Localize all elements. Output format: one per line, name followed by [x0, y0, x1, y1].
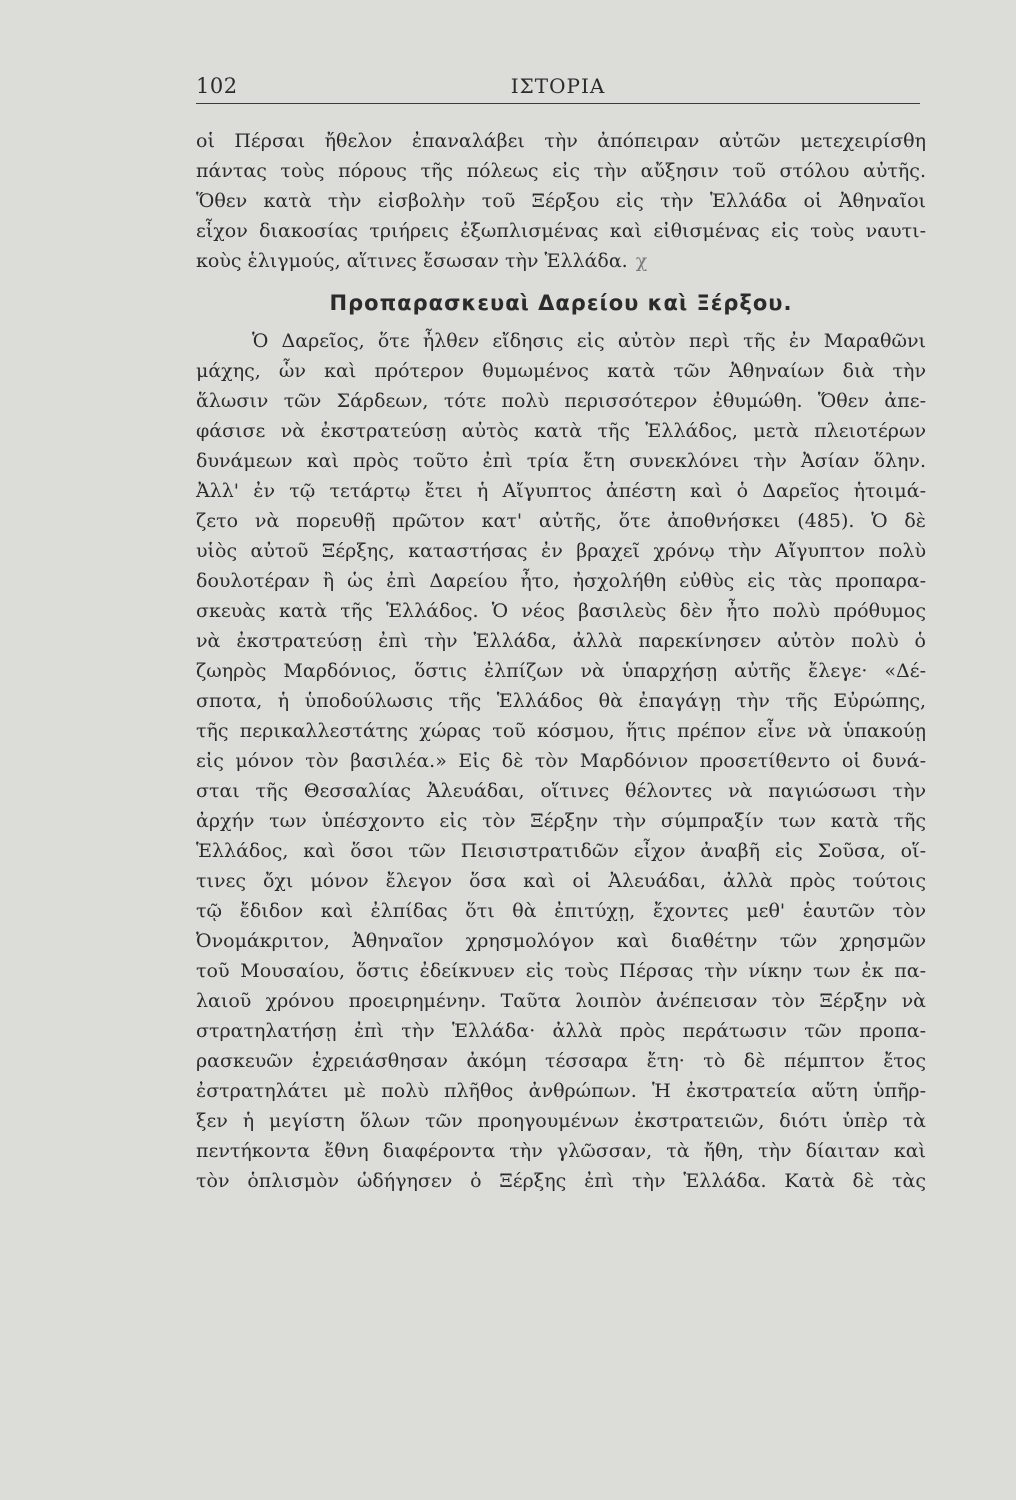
text-line: ἐστρατηλάτει μὲ πολὺ πλῆθος ἀνθρώπων. Ἡ ἐκστρατεία αὕτη ὑπῆρ-	[196, 1080, 926, 1102]
body-text	[196, 126, 926, 1196]
text-line: τῆς περικαλλεστάτης χώρας τοῦ κόσμου, ἥτις πρέπον εἶνε νὰ ὑπακούῃ	[196, 720, 926, 742]
text-line: τινες ὄχι μόνον ἔλεγον ὅσα καὶ οἱ Ἀλευάδαι, ἀλλὰ πρὸς τούτοις	[196, 870, 926, 892]
text-line: πάντας τοὺς πόρους τῆς πόλεως εἰς τὴν αὔξησιν τοῦ στόλου αὐτῆς.	[196, 160, 926, 182]
header-rule	[196, 103, 920, 104]
text-line: ζωηρὸς Μαρδόνιος, ὅστις ἐλπίζων νὰ ὑπαρχήσῃ αὐτῆς ἔλεγε· «Δέ-	[196, 660, 926, 682]
text-line: Ὁ Δαρεῖος, ὅτε ἦλθεν εἴδησις εἰς αὐτὸν περὶ τῆς ἐν Μαραθῶνι	[252, 330, 926, 352]
text-line: δυνάμεων καὶ πρὸς τοῦτο ἐπὶ τρία ἔτη συνεκλόνει τὴν Ἀσίαν ὅλην.	[196, 450, 926, 472]
text-line: ξεν ἡ μεγίστη ὅλων τῶν προηγουμένων ἐκστρατειῶν, διότι ὑπὲρ τὰ	[196, 1110, 926, 1132]
text-line: Ἀλλ' ἐν τῷ τετάρτῳ ἔτει ἡ Αἴγυπτος ἀπέστη καὶ ὁ Δαρεῖος ἡτοιμά-	[196, 480, 926, 502]
text-line-content: κοὺς ἑλιγμούς, αἵτινες ἔσωσαν τὴν Ἑλλάδα.	[196, 250, 628, 272]
text-line	[196, 246, 926, 276]
text-line: τοῦ Μουσαίου, ὅστις ἐδείκνυεν εἰς τοὺς Πέρσας τὴν νίκην των ἐκ πα-	[196, 960, 926, 982]
text-line: πεντήκοντα ἔθνη διαφέροντα τὴν γλῶσσαν, τὰ ἤθη, τὴν δίαιταν καὶ	[196, 1140, 926, 1162]
text-line: δουλοτέραν ἢ ὡς ἐπὶ Δαρείου ἦτο, ἠσχολήθη εὐθὺς εἰς τὰς προπαρα-	[196, 570, 926, 592]
text-line: Ὀνομάκριτον, Ἀθηναῖον χρησμολόγον καὶ διαθέτην τῶν χρησμῶν	[196, 930, 926, 952]
text-line: σκευὰς κατὰ τῆς Ἑλλάδος. Ὁ νέος βασιλεὺς δὲν ἦτο πολὺ πρόθυμος	[196, 600, 926, 622]
section-heading: Προπαρασκευαὶ Δαρείου καὶ Ξέρξου.	[329, 291, 793, 315]
text-line: ἅλωσιν τῶν Σάρδεων, τότε πολὺ περισσότερον ἐθυμώθη. Ὅθεν ἀπε-	[196, 390, 926, 412]
running-title: ΙΣΤΟΡΙΑ	[510, 74, 606, 98]
text-line: μάχης, ὧν καὶ πρότερον θυμωμένος κατὰ τῶν Ἀθηναίων διὰ τὴν	[196, 360, 926, 382]
text-line: οἱ Πέρσαι ἤθελον ἐπαναλάβει τὴν ἀπόπειραν αὐτῶν μετεχειρίσθη	[196, 130, 926, 152]
page-number: 102	[196, 74, 238, 98]
text-line: στρατηλατήσῃ ἐπὶ τὴν Ἑλλάδα· ἀλλὰ πρὸς περάτωσιν τῶν προπα-	[196, 1020, 926, 1042]
text-line: εἰς μόνον τὸν βασιλέα.» Εἰς δὲ τὸν Μαρδόνιον προσετίθεντο οἱ δυνά-	[196, 750, 926, 772]
text-line: νὰ ἐκστρατεύσῃ ἐπὶ τὴν Ἑλλάδα, ἀλλὰ παρεκίνησεν αὐτὸν πολὺ ὁ	[196, 630, 926, 652]
running-head	[196, 74, 920, 104]
text-line: Ὅθεν κατὰ τὴν εἰσβολὴν τοῦ Ξέρξου εἰς τὴν Ἑλλάδα οἱ Ἀθηναῖοι	[196, 190, 926, 212]
text-line: ἀρχήν των ὑπέσχοντο εἰς τὸν Ξέρξην τὴν σύμπραξίν των κατὰ τῆς	[196, 810, 926, 832]
text-line: τὸν ὁπλισμὸν ὡδήγησεν ὁ Ξέρξης ἐπὶ τὴν Ἑλλάδα. Κατὰ δὲ τὰς	[196, 1170, 926, 1192]
text-line: εἶχον διακοσίας τριήρεις ἐξωπλισμένας καὶ εἰθισμένας εἰς τοὺς ναυτι-	[196, 220, 926, 242]
text-line: φάσισε νὰ ἐκστρατεύσῃ αὐτὸς κατὰ τῆς Ἑλλάδος, μετὰ πλειοτέρων	[196, 420, 926, 442]
text-line: τῷ ἔδιδον καὶ ἐλπίδας ὅτι θὰ ἐπιτύχῃ, ἔχοντες μεθ' ἑαυτῶν τὸν	[196, 900, 926, 922]
text-line: ρασκευῶν ἐχρειάσθησαν ἀκόμη τέσσαρα ἔτη· τὸ δὲ πέμπτον ἔτος	[196, 1050, 926, 1072]
text-line: λαιοῦ χρόνου προειρημένην. Ταῦτα λοιπὸν ἀνέπεισαν τὸν Ξέρξην νὰ	[196, 990, 926, 1012]
text-line: σται τῆς Θεσσαλίας Ἀλευάδαι, οἵτινες θέλοντες νὰ παγιώσωσι τὴν	[196, 780, 926, 802]
text-line: υἱὸς αὐτοῦ Ξέρξης, καταστήσας ἐν βραχεῖ χρόνῳ τὴν Αἴγυπτον πολὺ	[196, 540, 926, 562]
text-line: Ἑλλάδος, καὶ ὅσοι τῶν Πεισιστρατιδῶν εἶχον ἀναβῆ εἰς Σοῦσα, οἵ-	[196, 840, 926, 862]
handwritten-margin-mark: χ	[635, 250, 648, 272]
text-line: ζετο νὰ πορευθῇ πρῶτον κατ' αὐτῆς, ὅτε ἀποθνήσκει (485). Ὁ δὲ	[196, 510, 926, 532]
text-line: σποτα, ἡ ὑποδούλωσις τῆς Ἑλλάδος θὰ ἐπαγάγῃ τὴν τῆς Εὐρώπης,	[196, 690, 926, 712]
